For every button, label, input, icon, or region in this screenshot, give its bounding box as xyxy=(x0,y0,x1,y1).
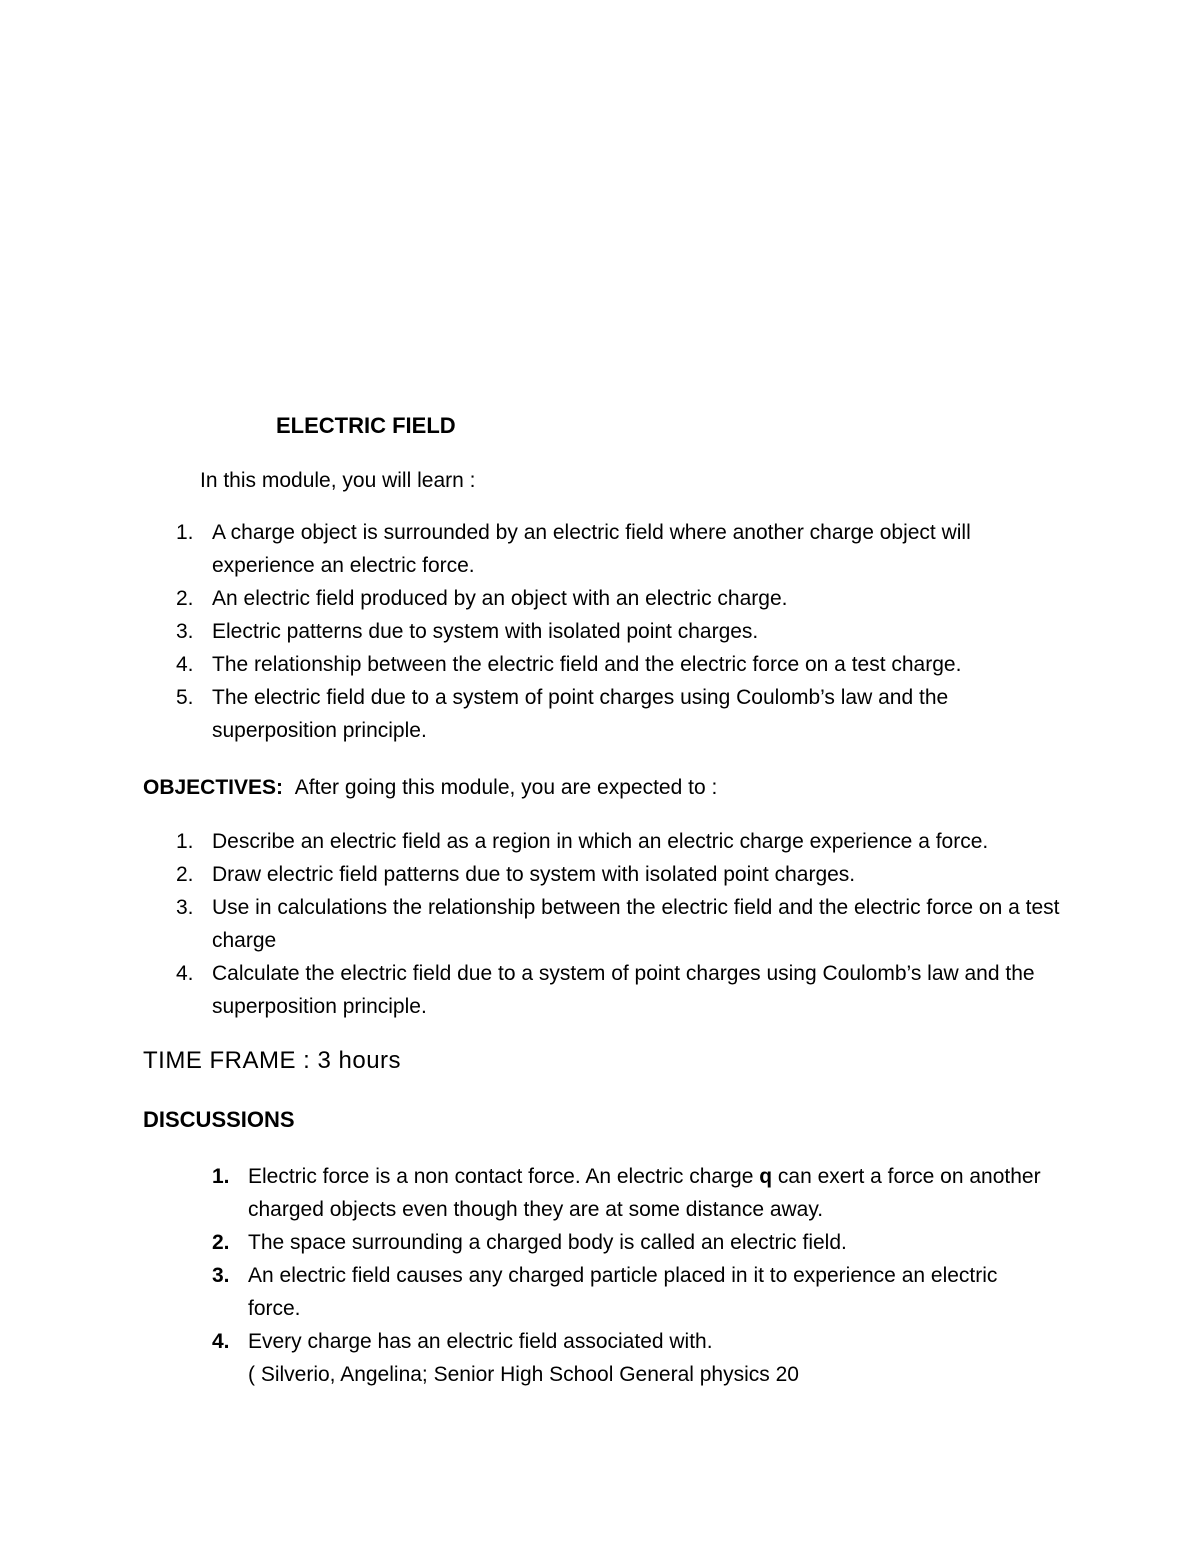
objectives-heading xyxy=(143,771,717,804)
list-item xyxy=(212,1226,1042,1259)
list-item xyxy=(176,891,1076,957)
list-number: 2. xyxy=(212,1231,230,1254)
list-item xyxy=(212,1160,1042,1226)
list-item xyxy=(176,681,1056,747)
list-item xyxy=(212,1325,1042,1391)
discussions-heading: DISCUSSIONS xyxy=(143,1107,295,1132)
list-number: 4. xyxy=(212,1330,230,1353)
list-item-text: An electric field produced by an object with an electric charge. xyxy=(212,587,788,610)
charge-symbol: q xyxy=(759,1165,773,1188)
list-item-text: A charge object is surrounded by an electric field where another charge object will experience an electric force. xyxy=(212,521,971,577)
list-number: 2. xyxy=(176,587,194,610)
list-item-text: The space surrounding a charged body is called an electric field. xyxy=(248,1231,847,1254)
list-item xyxy=(176,858,1076,891)
objectives-list xyxy=(176,825,1076,1023)
citation: ( Silverio, Angelina; Senior High School General physics 20 xyxy=(248,1363,799,1386)
list-number: 1. xyxy=(176,521,194,544)
list-item-text: Every charge has an electric field associated with. xyxy=(248,1330,713,1353)
time-frame: TIME FRAME : 3 hours xyxy=(143,1047,402,1074)
list-item-text: Use in calculations the relationship between the electric field and the electric force on a test charge xyxy=(212,896,1060,952)
list-number: 3. xyxy=(212,1264,230,1287)
list-item-text: Describe an electric field as a region in which an electric charge experience a force. xyxy=(212,830,989,853)
objectives-text: After going this module, you are expected to : xyxy=(294,776,718,799)
discussions-list xyxy=(212,1160,1042,1391)
list-item xyxy=(176,582,1056,615)
list-number: 2. xyxy=(176,863,194,886)
intro-text: In this module, you will learn : xyxy=(200,469,476,492)
list-item-text: can exert a force on another charged objects even though they are at some distance away. xyxy=(248,1165,1041,1221)
list-item xyxy=(176,516,1056,582)
list-number: 3. xyxy=(176,896,194,919)
list-item-text: The relationship between the electric field and the electric force on a test charge. xyxy=(212,653,962,676)
list-item-text: Electric force is a non contact force. An electric charge xyxy=(248,1165,760,1188)
list-number: 5. xyxy=(176,686,194,709)
list-number: 1. xyxy=(176,830,194,853)
list-number: 3. xyxy=(176,620,194,643)
list-item-text: The electric field due to a system of point charges using Coulomb’s law and the superposition principle. xyxy=(212,686,949,742)
learn-list xyxy=(176,516,1056,747)
list-item-text: Electric patterns due to system with isolated point charges. xyxy=(212,620,759,643)
list-item xyxy=(176,615,1056,648)
list-item xyxy=(212,1259,1042,1325)
list-number: 1. xyxy=(212,1165,230,1188)
list-item xyxy=(176,825,1076,858)
list-item xyxy=(176,648,1056,681)
list-item-text: An electric field causes any charged particle placed in it to experience an electric force. xyxy=(248,1264,998,1320)
list-item-text: Draw electric field patterns due to system with isolated point charges. xyxy=(212,863,856,886)
objectives-label: OBJECTIVES: xyxy=(143,776,284,799)
list-item-text: Calculate the electric field due to a system of point charges using Coulomb’s law and the superposition principle. xyxy=(212,962,1035,1018)
list-number: 4. xyxy=(176,653,194,676)
list-number: 4. xyxy=(176,962,194,985)
list-item xyxy=(176,957,1076,1023)
document-title: ELECTRIC FIELD xyxy=(276,413,456,438)
